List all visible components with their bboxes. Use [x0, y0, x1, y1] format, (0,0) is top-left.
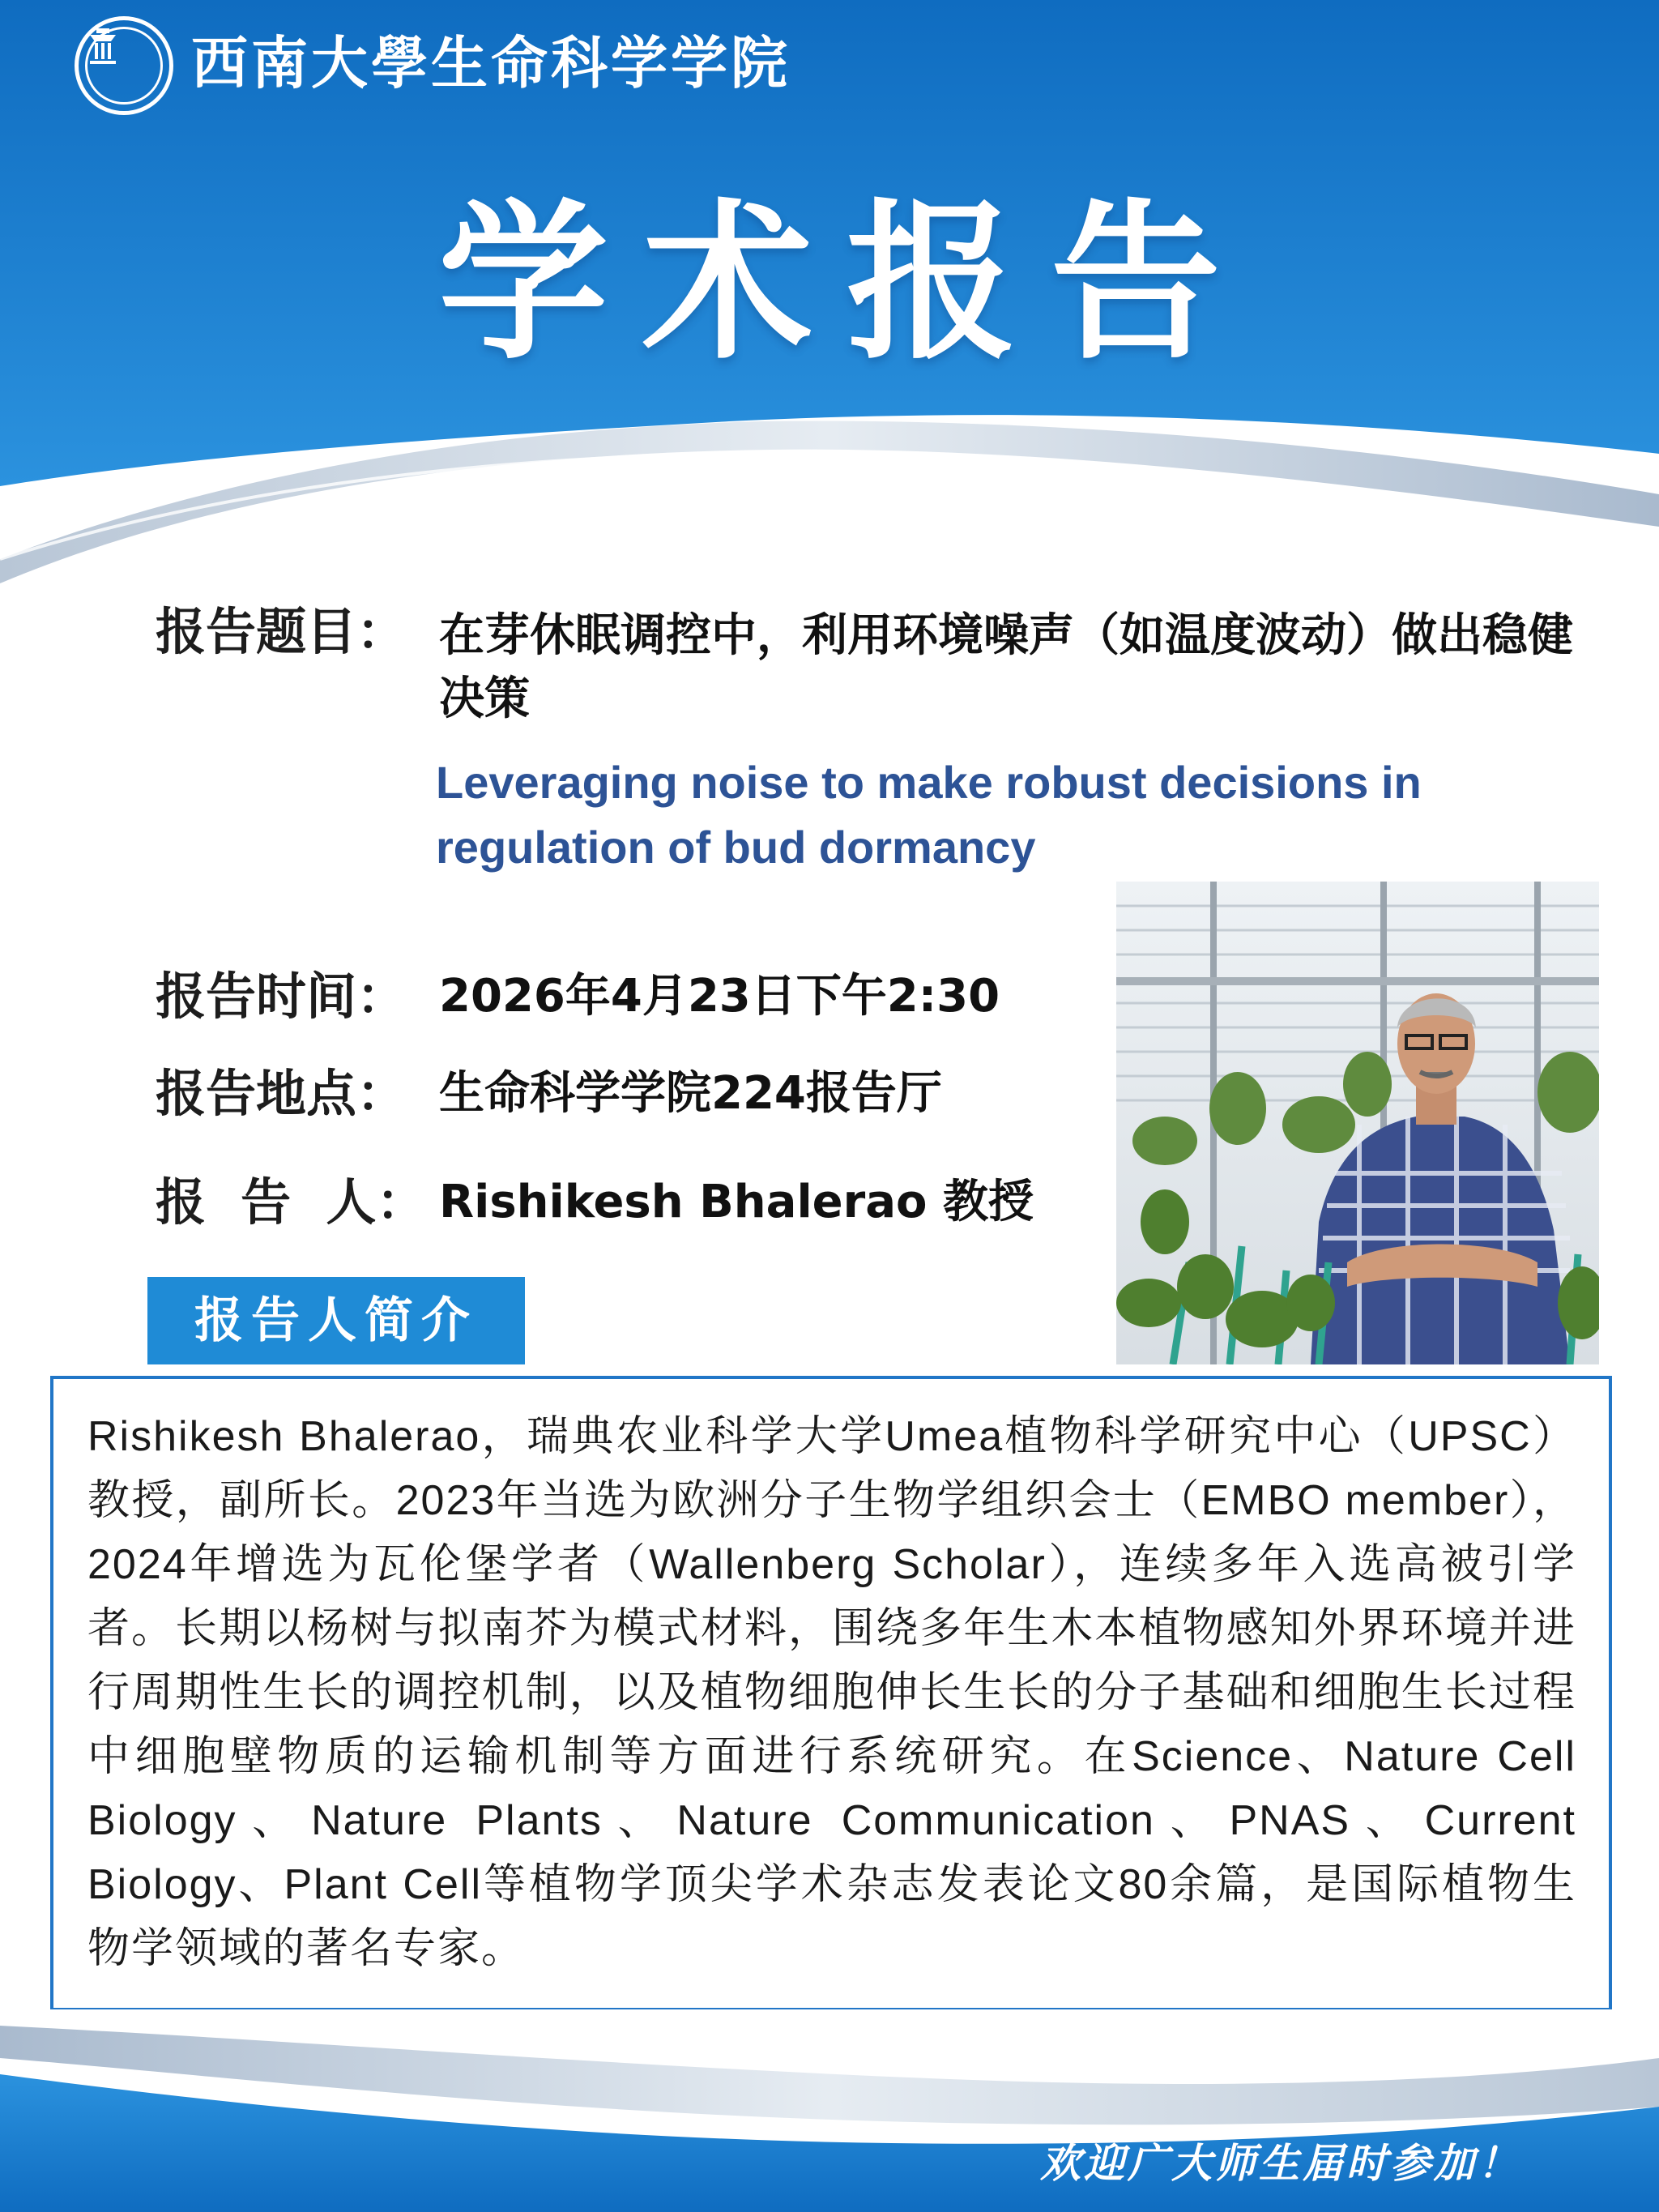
talk-place-label: 报告地点：: [156, 1064, 407, 1123]
bio-text: Rishikesh Bhalerao，瑞典农业科学大学Umea植物科学研究中心（UPSC）教授，副所长。2023年当选为欧洲分子生物学组织会士（EMBO member），2024年增选为瓦伦堡学者（Wallenberg Scholar），连续多年入选高被引学者。长期以杨树与拟南芥为模式材料，围绕多年生木本植物感知外界环境并进行周期性生长的调控机制，以及植物细胞伸长生长的分子基础和细胞生长过程中细胞壁物质的运输机制等方面进行系统研究。在Science、Nature Cell Biology、Nature Plants、Nature Communication、PNAS、Current Biology、Plant Cell等植物学顶尖学术杂志发表论文80余篇，是国际植物生物学领域的著名专家。: [87, 1413, 1576, 1972]
talk-title-chinese: 在芽休眠调控中，利用环境噪声（如温度波动）做出稳健决策: [439, 609, 1573, 725]
speaker-label: 报 告 人：: [156, 1172, 427, 1232]
talk-place-value: 生命科学学院224报告厅: [439, 1067, 942, 1120]
poster-footer: [0, 2009, 1659, 2212]
speaker-photo: [1116, 882, 1599, 1364]
talk-title-english: Leveraging noise to make robust decisions in regulation of bud dormancy: [436, 757, 1422, 873]
poster-header: [0, 0, 1659, 583]
talk-title-label: 报告题目：: [156, 602, 407, 661]
university-seal-icon: [75, 16, 173, 115]
poster-title: 学术报告: [437, 184, 1255, 382]
school-name: 西南大學生命科学学院: [191, 29, 791, 96]
talk-time-value: 2026年4月23日下午2:30: [439, 970, 1000, 1023]
talk-time-label: 报告时间：: [156, 967, 407, 1026]
welcome-message: 欢迎广大师生届时参加！: [1040, 2139, 1521, 2187]
bio-heading: 报告人简介: [147, 1277, 525, 1364]
speaker-value: Rishikesh Bhalerao 教授: [439, 1176, 1034, 1228]
